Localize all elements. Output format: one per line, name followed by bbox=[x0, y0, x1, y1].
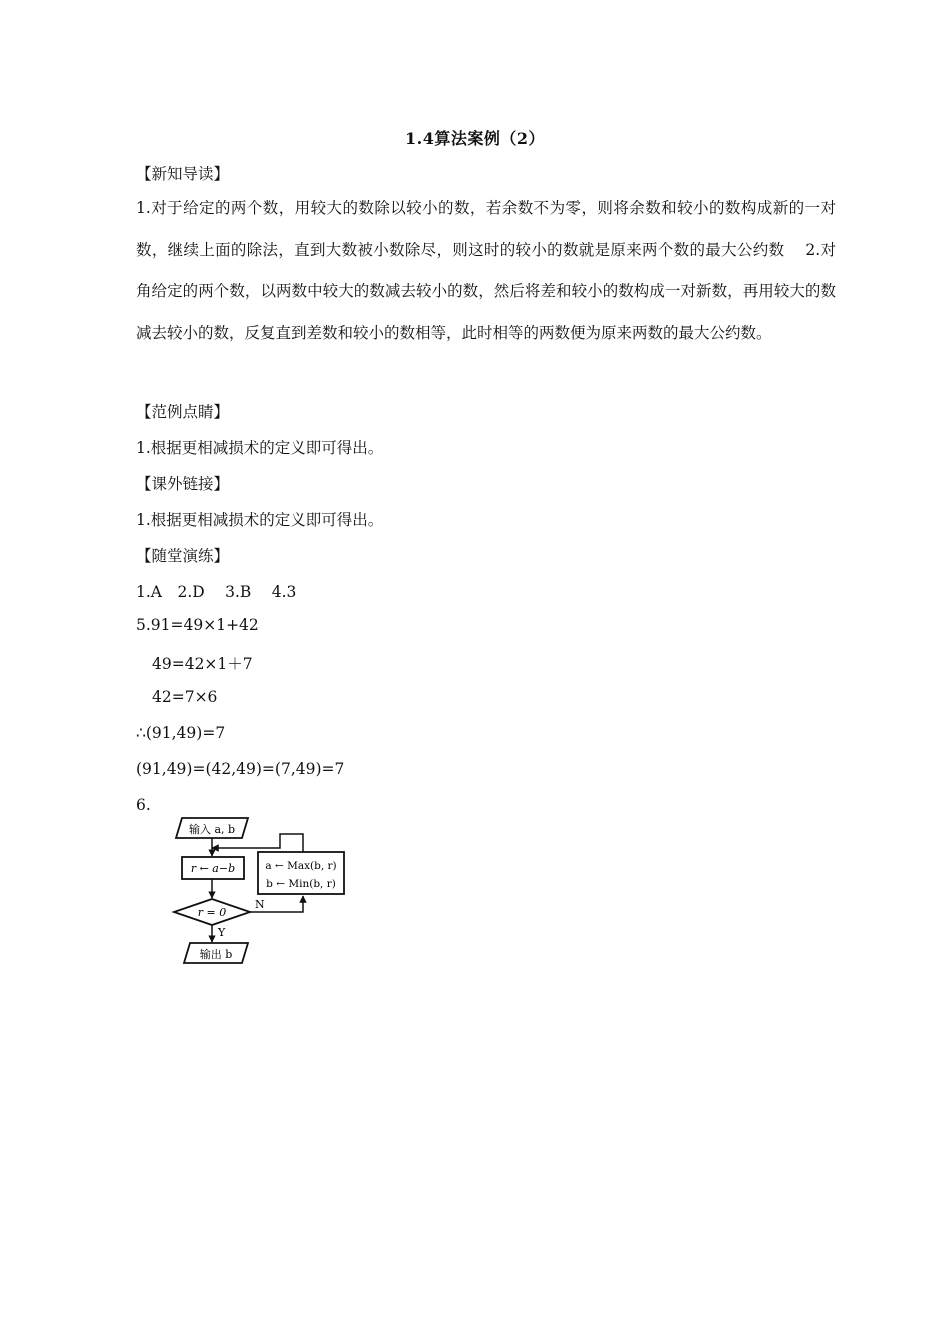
page-title: 1.4算法案例（2） bbox=[405, 129, 545, 148]
flow-output-text: 输出 b bbox=[199, 948, 233, 961]
q5-line-1: 5.91=49×1+42 bbox=[136, 616, 259, 634]
flow-input-text: 输入 a, b bbox=[188, 823, 236, 836]
flow-update-text-2: b ← Min(b, r) bbox=[266, 878, 336, 890]
answers-1-4: 1.A 2.D 3.B 4.3 bbox=[136, 583, 297, 601]
flow-step-text: r ← a−b bbox=[190, 862, 236, 875]
section-heading-examples: 【范例点睛】 bbox=[136, 403, 230, 421]
flow-yes-label: Y bbox=[218, 926, 226, 939]
section-heading-new-knowledge: 【新知导读】 bbox=[136, 165, 230, 183]
section-text-extension: 1.根据更相减损术的定义即可得出。 bbox=[136, 511, 384, 529]
section-heading-practice: 【随堂演练】 bbox=[136, 547, 230, 565]
q5-line-2: 49=42×1＋7 bbox=[152, 655, 253, 673]
flowchart bbox=[170, 812, 360, 972]
section-text-examples: 1.根据更相减损术的定义即可得出。 bbox=[136, 439, 384, 457]
q5-line-5: (91,49)=(42,49)=(7,49)=7 bbox=[136, 760, 345, 778]
flow-decision-text: r = 0 bbox=[197, 906, 227, 919]
flow-no-label: N bbox=[255, 898, 265, 911]
q6-label: 6. bbox=[136, 796, 151, 814]
section-heading-extension: 【课外链接】 bbox=[136, 475, 230, 493]
flow-update-text-1: a ← Max(b, r) bbox=[265, 860, 337, 872]
q5-line-4: ∴(91,49)=7 bbox=[136, 724, 226, 742]
section-text-new-knowledge: 1.对于给定的两个数，用较大的数除以较小的数，若余数不为零，则将余数和较小的数构成新的一对数，继续上面的除法，直到大数被小数除尽，则这时的较小的数就是原来两个数的最大公约数 2.对角给定的两个数，以两数中较大的数减去较小的数，然后将差和较小的数构成一对新数，再用较大的数减去较小的数，反复直到差数和较小的数相等，此时相等的两数便为原来两数的最大公约数。 bbox=[136, 199, 836, 342]
q5-line-3: 42=7×6 bbox=[152, 688, 218, 706]
